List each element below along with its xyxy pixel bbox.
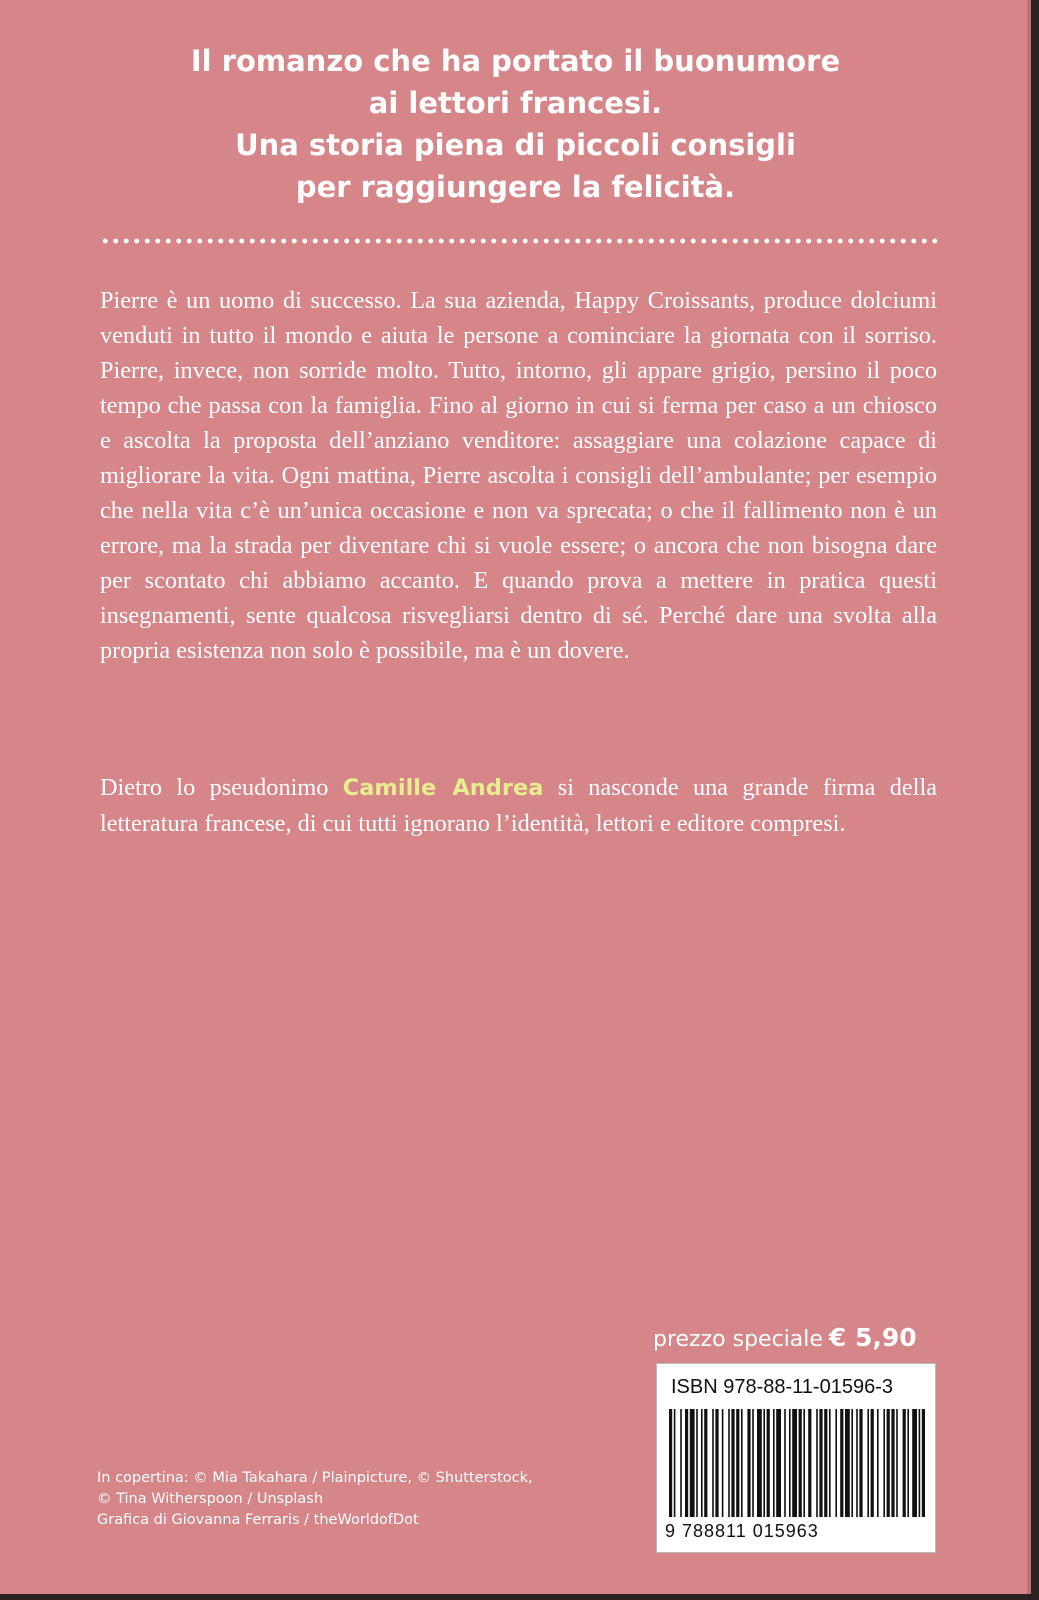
cover-credits	[97, 1468, 533, 1531]
tagline-line: ai lettori francesi.	[368, 86, 663, 120]
barcode-bar	[799, 1409, 802, 1517]
barcode-bar	[907, 1409, 909, 1517]
credit-line: In copertina: © Mia Takahara / Plainpicture, © Shutterstock,	[97, 1470, 533, 1486]
barcode-bar	[829, 1409, 831, 1517]
author-note	[100, 770, 937, 841]
barcode-box	[656, 1363, 936, 1553]
barcode-bar	[728, 1409, 730, 1517]
barcode-bar	[696, 1409, 698, 1517]
barcode-bar	[741, 1409, 743, 1517]
synopsis-paragraph: Pierre è un uomo di successo. La sua azienda, Happy Croissants, produce dolciumi venduti in tutto il mondo e aiuta le persone a cominciare la giornata con il sorriso. Pierre, invece, non sorride molto. Tutto, intorno, gli appare grigio, persino il poco tempo che passa con la famiglia. Fino al giorno in cui si ferma per caso a un chiosco e ascolta la proposta dell’anziano venditore: assaggiare una colazione capace di migliorare la vita. Ogni mattina, Pierre ascolta i consigli dell’ambulante; per esempio che nella vita c’è un’unica occasione e non va sprecata; o che il fallimento non è un errore, ma la strada per diventare chi si vuole essere; o ancora che non bisogna dare per scontato chi abbiamo accanto. E quando prova a mettere in pratica questi insegnamenti, sente qualcosa risvegliarsi dentro di sé. Perché dare una svolta alla propria esistenza non solo è possibile, ma è un dovere.	[100, 287, 937, 664]
barcode-bar	[773, 1409, 775, 1517]
price	[653, 1323, 935, 1352]
barcode-bar	[722, 1409, 724, 1517]
barcode-bar	[859, 1409, 862, 1517]
barcode-bar	[715, 1409, 718, 1517]
credit-line: © Tina Witherspoon / Unsplash	[97, 1491, 324, 1507]
price-label: prezzo speciale	[653, 1327, 823, 1352]
price-value: € 5,90	[828, 1323, 917, 1352]
barcode-bar	[896, 1409, 898, 1517]
barcode-bar	[922, 1409, 925, 1517]
barcode-bar	[669, 1409, 672, 1517]
barcode-bar	[840, 1409, 843, 1517]
barcode-bar	[819, 1409, 822, 1517]
barcode-bar	[912, 1409, 917, 1517]
barcode-bar	[919, 1409, 921, 1517]
barcode-bars	[667, 1409, 927, 1517]
barcode-bar	[690, 1409, 695, 1517]
barcode-bar	[856, 1409, 858, 1517]
barcode-bar	[803, 1409, 805, 1517]
barcode-bar	[877, 1409, 879, 1517]
barcode-bar	[887, 1409, 890, 1517]
barcode-bar	[752, 1409, 754, 1517]
barcode-bar	[685, 1409, 688, 1517]
author-note-before: Dietro lo pseudonimo	[100, 774, 343, 801]
barcode-bar	[776, 1409, 781, 1517]
barcode-bar	[757, 1409, 762, 1517]
barcode-bar	[674, 1409, 676, 1517]
barcode-bar	[871, 1409, 874, 1517]
tagline	[0, 40, 1031, 208]
barcode-bar	[704, 1409, 707, 1517]
barcode-bar	[789, 1409, 791, 1517]
barcode-bar	[736, 1409, 739, 1517]
barcode-digits: 9 788811 015963	[665, 1521, 819, 1541]
tagline-line: Una storia piena di piccoli consigli	[235, 128, 796, 162]
barcode-bar	[824, 1409, 827, 1517]
barcode-bar	[792, 1409, 797, 1517]
barcode-bar	[784, 1409, 786, 1517]
barcode-bar	[767, 1409, 770, 1517]
barcode-bar	[680, 1409, 682, 1517]
author-name: Camille Andrea	[342, 775, 544, 801]
isbn-label: ISBN 978-88-11-01596-3	[671, 1376, 893, 1398]
barcode-bar	[731, 1409, 734, 1517]
barcode-bar	[883, 1409, 885, 1517]
dotted-divider	[100, 237, 940, 245]
barcode-bar	[903, 1409, 906, 1517]
barcode-bar	[712, 1409, 714, 1517]
tagline-line: per raggiungere la felicità.	[295, 170, 736, 204]
barcode-bar	[747, 1409, 750, 1517]
barcode-bar	[845, 1409, 850, 1517]
barcode-bar	[851, 1409, 853, 1517]
credit-line: Grafica di Giovanna Ferraris / theWorldofDot	[97, 1512, 419, 1528]
barcode-bar	[835, 1409, 837, 1517]
barcode-bar	[891, 1409, 894, 1517]
barcode-bar	[808, 1409, 811, 1517]
barcode-bar	[816, 1409, 818, 1517]
barcode-bar	[701, 1409, 703, 1517]
tagline-line: Il romanzo che ha portato il buonumore	[190, 44, 841, 78]
barcode-bar	[867, 1409, 869, 1517]
author-note-after: si nasconde una grande firma della letteratura francese, di cui tutti ignorano l’identità, lettori e editore compresi.	[100, 774, 937, 837]
barcode-bar	[763, 1409, 765, 1517]
